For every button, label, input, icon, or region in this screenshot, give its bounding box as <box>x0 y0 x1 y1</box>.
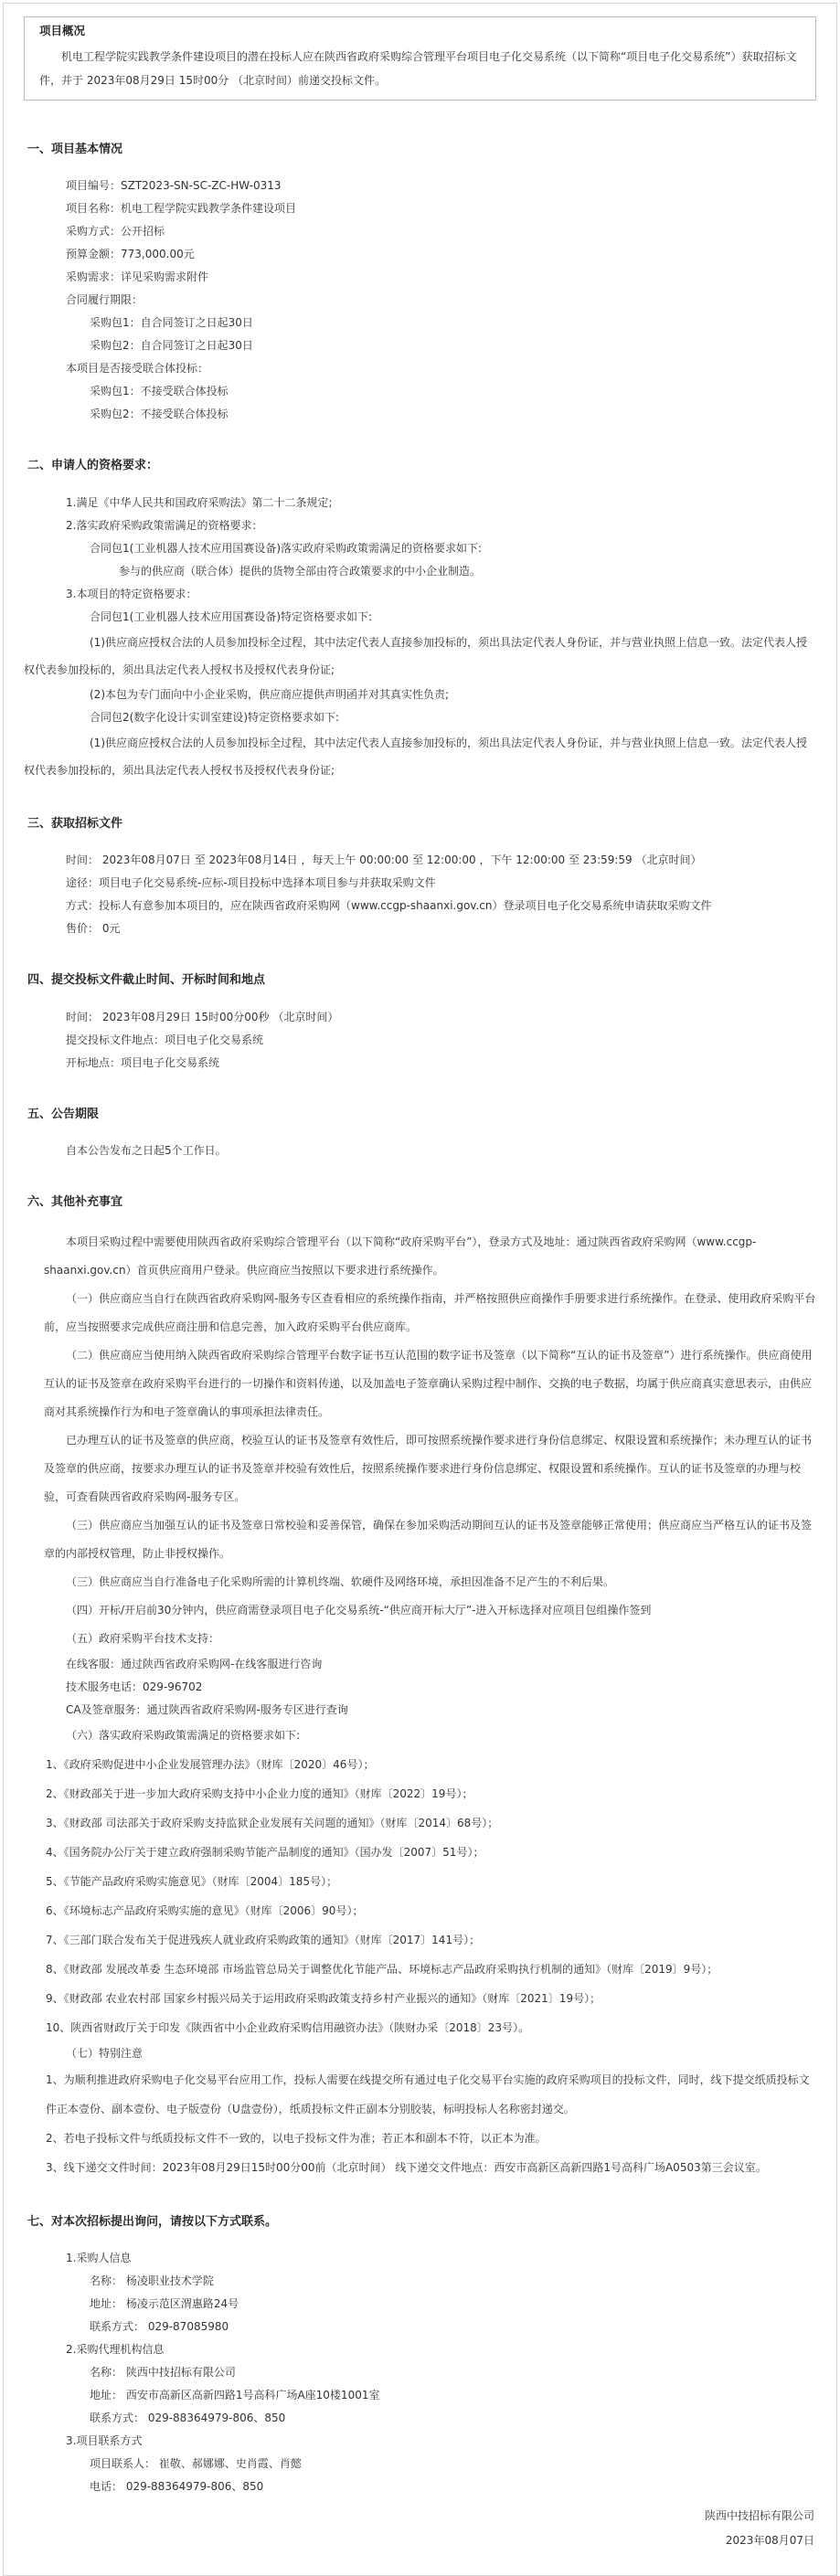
section-basic-info <box>24 141 816 427</box>
section-other-matters <box>24 1193 816 2182</box>
list-item: 预算金额：773,000.00元 <box>66 248 195 261</box>
list-item: (1)供应商应授权合法的人员参加投标全过程，其中法定代表人直接参加投标的，须出具法定代表人身份证，并与营业执照上信息一致。法定代表人授权代表参加投标的，须出具法定代表人授权书及授权代表身份证; <box>24 736 808 777</box>
other-matters-paragraphs <box>24 1228 816 1750</box>
paragraph: （六）落实政府采购政策需满足的资格要求如下: <box>66 1728 301 1742</box>
list-item: 时间： 2023年08月29日 15时00分00秒 （北京时间） <box>66 1010 339 1023</box>
policy-item: 8、《财政部 发展改革委 生态环境部 市场监管总局关于调整优化节能产品、环境标志产品政府采购执行机制的通知》（财库〔2019〕9号）； <box>46 1962 718 1976</box>
submission-list <box>24 1006 816 1075</box>
section-title: 五、公告期限 <box>27 1107 100 1121</box>
paragraph: （三）供应商应当自行准备电子化采购所需的计算机终端、软硬件及网络环境，承担因准备不足产生的不利后果。 <box>66 1574 615 1588</box>
list-item: 开标地点：项目电子化交易系统 <box>66 1055 220 1069</box>
list-item: 名称： 杨凌职业技术学院 <box>90 2274 214 2288</box>
list-item: 名称： 陕西中技招标有限公司 <box>90 2366 236 2380</box>
project-overview-box <box>24 16 816 101</box>
list-item: 途径：项目电子化交易系统-应标-项目投标中选择本项目参与并获取采购文件 <box>66 876 436 890</box>
list-item: 1.采购人信息 <box>66 2252 132 2265</box>
list-item: 3.项目联系方式 <box>66 2434 143 2448</box>
signature-company: 陕西中技招标有限公司 <box>704 2509 814 2523</box>
obtain-documents-list <box>24 849 816 940</box>
policy-item: 6、《环境标志产品政府采购实施的意见》（财库〔2006〕90号）； <box>46 1903 364 1917</box>
list-item: 2.落实政府采购政策需满足的资格要求： <box>66 518 263 532</box>
policy-list <box>24 1750 816 2042</box>
list-item: 合同包1(工业机器人技术应用国赛设备)落实政府采购政策需满足的资格要求如下: <box>90 541 483 555</box>
list-item: 采购包1：不接受联合体投标 <box>90 385 229 398</box>
list-item: 2.采购代理机构信息 <box>66 2343 165 2357</box>
list-item: 合同履行期限： <box>66 293 144 307</box>
list-item: (1)供应商应授权合法的人员参加投标全过程，其中法定代表人直接参加投标的，须出具法定代表人身份证，并与营业执照上信息一致。法定代表人授权代表参加投标的，须出具法定代表人授权书及授权代表身份证; <box>24 635 808 676</box>
list-item: 合同包1(工业机器人技术应用国赛设备)特定资格要求如下: <box>90 610 373 623</box>
list-item: 采购包2：自合同签订之日起30日 <box>90 339 253 353</box>
paragraph: 技术服务电话：029-96702 <box>66 1680 203 1693</box>
list-item: 方式：投标人有意参加本项目的，应在陕西省政府采购网（www.ccgp-shaanxi.gov.cn）登录项目电子化交易系统申请获取采购文件 <box>66 899 712 913</box>
list-item: 采购方式：公开招标 <box>66 225 165 239</box>
list-item: 自本公告发布之日起5个工作日。 <box>66 1144 227 1158</box>
policy-item: 10、陕西省财政厅关于印发《陕西省中小企业政府采购信用融资办法》（陕财办采〔2018〕23号）。 <box>46 2020 530 2034</box>
section-title: 一、项目基本情况 <box>27 142 123 156</box>
list-item: 项目联系人： 崔敬、郝娜娜、史肖霞、肖懿 <box>90 2457 302 2471</box>
section-contact <box>24 2213 816 2499</box>
special-note-title: （七）特别注意 <box>66 2046 144 2060</box>
list-item: 时间： 2023年08月07日 至 2023年08月14日 ，每天上午 00:00:00 至 12:00:00 ，下午 12:00:00 至 23:59:59 （北京时间） <box>66 853 702 867</box>
list-item: (2)本包为专门面向中小企业采购，供应商应提供声明函并对其真实性负责; <box>90 687 450 701</box>
policy-item: 1、《政府采购促进中小企业发展管理办法》（财库〔2020〕46号）； <box>46 1757 375 1771</box>
overview-text: 机电工程学院实践教学条件建设项目的潜在投标人应在陕西省政府采购综合管理平台项目电子化交易系统（以下简称“项目电子化交易系统”）获取招标文件，并于 2023年08月29日 15时00分 （北京时间）前递交投标文件。 <box>39 49 797 87</box>
list-item: 联系方式： 029-88364979-806、850 <box>90 2412 286 2425</box>
list-item: 采购包1：自合同签订之日起30日 <box>90 316 253 330</box>
list-item: 联系方式： 029-87085980 <box>90 2320 229 2334</box>
paragraph: （三）供应商应当加强互认的证书及签章日常校验和妥善保管，确保在参加采购活动期间互认的证书及签章能够正常使用；供应商应当严格互认的证书及签章的内部授权管理，防止非授权操作。 <box>44 1518 813 1560</box>
list-item: 3.本项目的特定资格要求： <box>66 587 197 600</box>
list-item: 采购需求：详见采购需求附件 <box>66 270 209 284</box>
paragraph: 本项目采购过程中需要使用陕西省政府采购综合管理平台（以下简称“政府采购平台”），登录方式及地址：通过陕西省政府采购网（www.ccgp-shaanxi.gov.cn）首页供应商用户登录。供应商应当按照以下要求进行系统操作。 <box>44 1235 757 1277</box>
special-note-item: 2、若电子投标文件与纸质投标文件不一致的，以电子投标文件为准；若正本和副本不符，以正本为准。 <box>46 2131 547 2145</box>
paragraph: 在线客服：通过陕西省政府采购网-在线客服进行咨询 <box>66 1657 323 1670</box>
list-item: 提交投标文件地点：项目电子化交易系统 <box>66 1033 264 1046</box>
section-title: 四、提交投标文件截止时间、开标时间和地点 <box>27 973 266 988</box>
paragraph: （一）供应商应当自行在陕西省政府采购网-服务专区查看相应的系统操作指南，并严格按照供应商操作手册要求进行系统操作。在登录、使用政府采购平台前，应当按照要求完成供应商注册和信息完善，加入政府采购平台供应商库。 <box>44 1291 816 1333</box>
list-item: 地址： 杨凌示范区渭惠路24号 <box>90 2297 239 2311</box>
policy-item: 7、《三部门联合发布关于促进残疾人就业政府采购政策的通知》（财库〔2017〕141号）； <box>46 1933 481 1946</box>
paragraph: 已办理互认的证书及签章的供应商，校验互认的证书及签章有效性后，即可按照系统操作要求进行身份信息绑定、权限设置和系统操作；未办理互认的证书及签章的供应商，按要求办理互认的证书及签章并校验有效性后，按照系统操作要求进行身份信息绑定、权限设置和系统操作。互认的证书及签章的办理与校验，可查看陕西省政府采购网-服务专区。 <box>44 1433 813 1503</box>
section-title: 七、对本次招标提出询问，请按以下方式联系。 <box>27 2214 278 2229</box>
special-note-item: 1、为顺利推进政府采购电子化交易平台应用工作，投标人需要在线提交所有通过电子化交易平台实施的政府采购项目的投标文件，同时，线下提交纸质投标文件正本壹份、副本壹份、电子版壹份（U盘壹份），纸质投标文件正副本分别胶装，标明投标人名称密封递交。 <box>46 2072 810 2115</box>
list-item: 电话： 029-88364979-806、850 <box>90 2480 264 2494</box>
notice-period-list <box>24 1140 816 1162</box>
policy-item: 5、《节能产品政府采购实施意见》（财库〔2004〕185号）； <box>46 1874 338 1888</box>
list-item: 本项目是否接受联合体投标： <box>66 362 209 376</box>
paragraph: （四）开标/开启前30分钟内，供应商需登录项目电子化交易系统-“供应商开标大厅”-进入开标选择对应项目包组操作签到 <box>66 1603 652 1617</box>
policy-item: 2、《财政部关于进一步加大政府采购支持中小企业力度的通知》（财库〔2022〕19号）； <box>46 1786 473 1800</box>
policy-item: 4、《国务院办公厅关于建立政府强制采购节能产品制度的通知》（国办发〔2007〕51号）； <box>46 1845 484 1859</box>
qualification-list <box>24 492 816 784</box>
section-notice-period <box>24 1106 816 1163</box>
list-item: 售价： 0元 <box>66 922 121 936</box>
contact-list <box>24 2247 816 2498</box>
paragraph: （五）政府采购平台技术支持： <box>66 1631 220 1645</box>
list-item: 地址： 西安市高新区高新四路1号高科广场A座10楼1001室 <box>90 2389 380 2402</box>
list-item: 项目编号：SZT2023-SN-SC-ZC-HW-0313 <box>66 179 282 193</box>
section-submission <box>24 971 816 1075</box>
list-item: 合同包2(数字化设计实训室建设)特定资格要求如下: <box>90 710 340 724</box>
overview-title: 项目概况 <box>39 24 86 37</box>
basic-info-list <box>24 175 816 426</box>
signature-date: 2023年08月07日 <box>725 2534 814 2548</box>
paragraph: （二）供应商应当使用纳入陕西省政府采购综合管理平台数字证书互认范围的数字证书及签章（以下简称“互认的证书及签章”）进行系统操作。供应商使用互认的证书及签章在政府采购平台进行的一切操作和资料传递，以及加盖电子签章确认采购过程中制作、交换的电子数据，均属于供应商真实意思表示，由供应商对其系统操作行为和电子签章确认的事项承担法律责任。 <box>44 1348 813 1418</box>
section-title: 三、获取招标文件 <box>27 816 123 831</box>
list-item: 项目名称：机电工程学院实践教学条件建设项目 <box>66 202 297 216</box>
policy-item: 3、《财政部 司法部关于政府采购支持监狱企业发展有关问题的通知》（财库〔2014〕68号）； <box>46 1816 499 1829</box>
list-item: 采购包2：不接受联合体投标 <box>90 408 229 421</box>
section-obtain-documents <box>24 815 816 941</box>
list-item: 参与的供应商（联合体）提供的货物全部由符合政策要求的中小企业制造。 <box>119 564 482 578</box>
special-note-item: 3、线下递交文件时间：2023年08月29日15时00分00前（北京时间） 线下递交文件地点：西安市高新区高新四路1号高科广场A0503第三会议室。 <box>46 2160 767 2174</box>
policy-item: 9、《财政部 农业农村部 国家乡村振兴局关于运用政府采购政策支持乡村产业振兴的通知》（财库〔2021〕19号）； <box>46 1991 601 2005</box>
section-title: 六、其他补充事宜 <box>27 1195 123 1210</box>
special-note-list <box>24 2065 816 2182</box>
section-qualification <box>24 457 816 784</box>
list-item: 1.满足《中华人民共和国政府采购法》第二十二条规定; <box>66 495 333 509</box>
announcement-page <box>3 3 837 2576</box>
paragraph: CA及签章服务：通过陕西省政府采购网-服务专区进行查询 <box>66 1702 348 1716</box>
section-title: 二、申请人的资格要求： <box>27 459 159 473</box>
